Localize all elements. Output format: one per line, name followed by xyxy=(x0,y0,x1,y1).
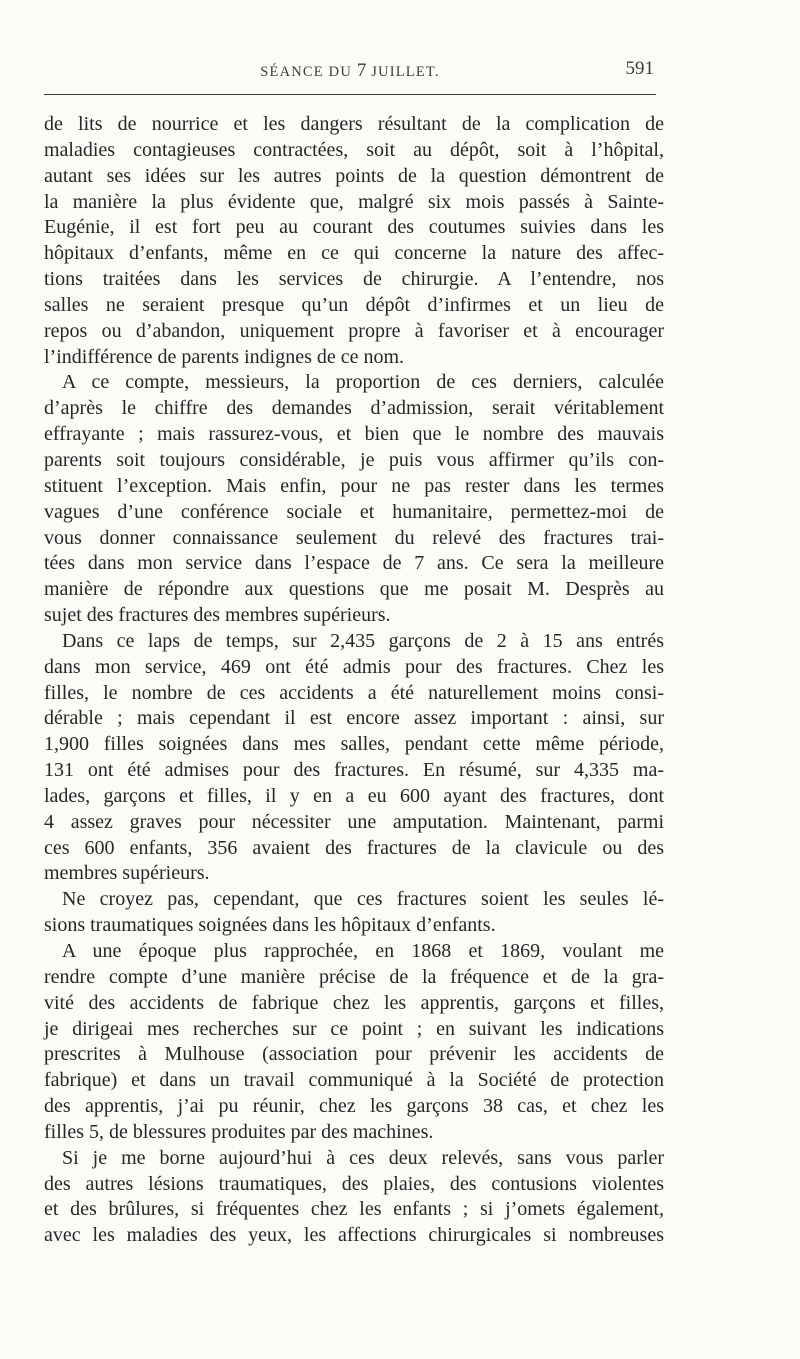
text-line: salles ne seraient presque qu’un dépôt d’infirmes et un lieu de xyxy=(44,293,664,316)
text-line: des autres lésions traumatiques, des plaies, des contusions violentes xyxy=(44,1172,664,1195)
text-line: l’indifférence de parents indignes de ce nom. xyxy=(44,345,405,368)
running-head xyxy=(44,58,656,88)
text-line: tions traitées dans les services de chirurgie. A l’entendre, nos xyxy=(44,268,664,291)
text-line: fabrique) et dans un travail communiqué à la Société de protection xyxy=(44,1069,664,1092)
text-line: effrayante ; mais rassurez-vous, et bien que le nombre des mauvais xyxy=(44,423,664,446)
text-line: je dirigeai mes recherches sur ce point ; en suivant les indications xyxy=(44,1017,664,1040)
text-line: A une époque plus rapprochée, en 1868 et 1869, voulant me xyxy=(62,940,664,962)
running-title-seance: SÉANCE DU xyxy=(260,64,353,80)
text-line: et des brûlures, si fréquentes chez les enfants ; si j’omets également, xyxy=(44,1198,664,1221)
running-title-day: 7 xyxy=(356,60,367,81)
text-line: membres supérieurs. xyxy=(44,862,210,885)
text-line: vité des accidents de fabrique chez les apprentis, garçons et filles, xyxy=(44,991,664,1014)
text-line: de lits de nourrice et les dangers résultant de la complication de xyxy=(44,113,664,135)
text-line: dans mon service, 469 ont été admis pour des fractures. Chez les xyxy=(44,655,664,678)
text-line: 1,900 filles soignées dans mes salles, pendant cette même période, xyxy=(44,733,664,756)
text-line: Eugénie, il est fort peu au courant des coutumes suivies dans les xyxy=(44,216,664,239)
text-line: Ne croyez pas, cependant, que ces fractures soient les seules lé- xyxy=(62,888,664,911)
text-line: tées dans mon service dans l’espace de 7 ans. Ce sera la meilleure xyxy=(44,552,664,575)
text-line: repos ou d’abandon, uniquement propre à favoriser et à encourager xyxy=(44,319,664,342)
text-line: autant ses idées sur les autres points de la question démontrent de xyxy=(44,164,664,187)
page-number: 591 xyxy=(625,58,654,79)
text-line: 131 ont été admises pour des fractures. En résumé, sur 4,335 ma- xyxy=(44,759,664,782)
text-line: 4 assez graves pour nécessiter une amputation. Maintenant, parmi xyxy=(44,810,664,833)
text-line: sujet des fractures des membres supérieurs. xyxy=(44,604,391,627)
running-title-month: JUILLET. xyxy=(371,64,440,80)
text-line: manière de répondre aux questions que me posait M. Desprès au xyxy=(44,578,664,601)
text-line: lades, garçons et filles, il y en a eu 600 ayant des fractures, dont xyxy=(44,784,664,807)
body-text xyxy=(44,112,664,1249)
text-line: hôpitaux d’enfants, même en ce qui concerne la nature des affec- xyxy=(44,242,664,265)
text-line: prescrites à Mulhouse (association pour prévenir les accidents de xyxy=(44,1043,664,1066)
text-line: stituent l’exception. Mais enfin, pour ne pas rester dans les termes xyxy=(44,474,664,497)
text-line: parents soit toujours considérable, je puis vous affirmer qu’ils con- xyxy=(44,448,664,471)
text-line: la manière la plus évidente que, malgré six mois passés à Sainte- xyxy=(44,190,664,213)
text-line: maladies contagieuses contractées, soit au dépôt, soit à l’hôpital, xyxy=(44,138,664,161)
text-line: dérable ; mais cependant il est encore assez important : ainsi, sur xyxy=(44,707,664,730)
text-line: Dans ce laps de temps, sur 2,435 garçons de 2 à 15 ans entrés xyxy=(62,629,664,652)
text-line: filles 5, de blessures produites par des machines. xyxy=(44,1120,434,1143)
text-line: rendre compte d’une manière précise de la fréquence et de la gra- xyxy=(44,965,664,988)
text-line: d’après le chiffre des demandes d’admission, serait véritablement xyxy=(44,397,664,420)
running-title xyxy=(44,60,656,82)
text-line: sions traumatiques soignées dans les hôpitaux d’enfants. xyxy=(44,914,496,937)
text-line: vagues d’une conférence sociale et humanitaire, permettez-moi de xyxy=(44,500,664,523)
text-line: avec les maladies des yeux, les affections chirurgicales si nombreuses xyxy=(44,1224,664,1247)
text-line: A ce compte, messieurs, la proportion de ces derniers, calculée xyxy=(62,371,664,394)
text-line: Si je me borne aujourd’hui à ces deux relevés, sans vous parler xyxy=(62,1146,664,1169)
text-line: ces 600 enfants, 356 avaient des fractures de la clavicule ou des xyxy=(44,836,664,859)
text-line: des apprentis, j’ai pu réunir, chez les garçons 38 cas, et chez les xyxy=(44,1095,664,1118)
text-line: filles, le nombre de ces accidents a été naturellement moins consi- xyxy=(44,681,664,704)
text-line: vous donner connaissance seulement du relevé des fractures trai- xyxy=(44,526,664,549)
header-rule xyxy=(44,94,656,95)
